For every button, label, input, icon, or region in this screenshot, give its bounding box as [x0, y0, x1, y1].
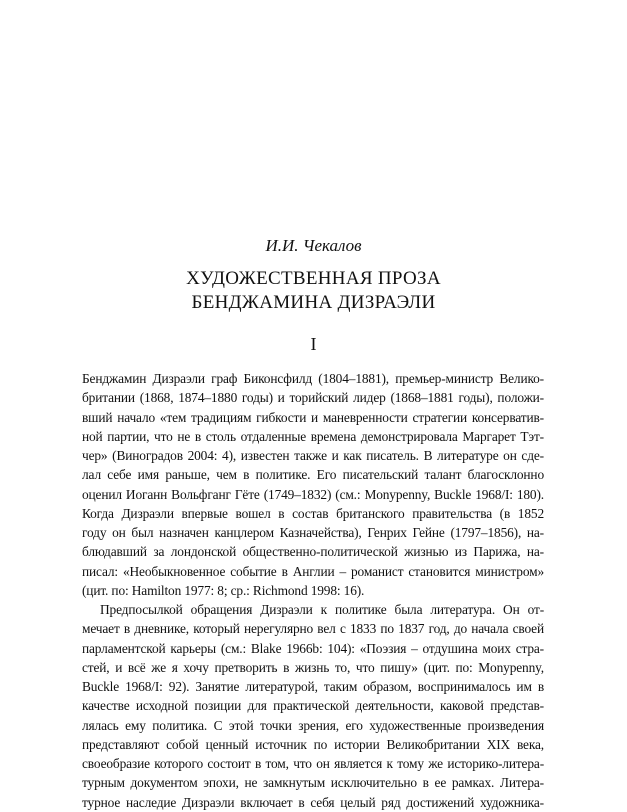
- title-line-2: БЕНДЖАМИНА ДИЗРАЭЛИ: [191, 292, 436, 313]
- text-line: году он был назначен канцлером Казначейства), Генрих Гейне (1797–1856), на-: [82, 525, 544, 540]
- text-line: оценил Иоганн Вольфганг Гёте (1749–1832) (см.: Monypenny, Buckle 1968/I: 180).: [82, 486, 544, 502]
- text-line: Бенджамин Дизраэли граф Биконсфилд (1804–1881), премьер-министр Велико-: [82, 371, 544, 386]
- title-line-1: ХУДОЖЕСТВЕННАЯ ПРОЗА: [186, 268, 441, 289]
- text-line: вший начало «тем традициям гибкости и маневренности стратегии консерватив-: [82, 409, 544, 425]
- article-title: [0, 267, 627, 315]
- text-line: лялась ему политика. С этой точки зрения, его художественные произведения: [82, 717, 544, 733]
- text-line: качестве исходной позиции для практической деятельности, каковой представ-: [82, 698, 544, 714]
- text-line: писал: «Необыкновенное событие в Англии – романист становится министром»: [82, 563, 544, 579]
- text-line: парламентской карьеры (см.: Blake 1966b: 104): «Поэзия – отдушина моих стра-: [82, 640, 544, 656]
- paragraph-1: [82, 369, 544, 600]
- text-line: представляют собой ценный источник по истории Великобритании XIX века,: [82, 736, 544, 752]
- article-body: [82, 369, 544, 812]
- text-line: чер» (Виноградов 2004: 4), известен также и как писатель. В литературе он сде-: [82, 448, 544, 463]
- text-line: Когда Дизраэли впервые вошел в состав британского правительства (в 1852: [82, 505, 544, 521]
- section-number: I: [310, 334, 317, 354]
- text-line: стей, и всё же я хочу претворить в жизнь то, что пишу» (цит. по: Monypenny,: [82, 659, 544, 675]
- text-line: британии (1868, 1874–1880 годы) и торийский лидер (1868–1881 годы), положи-: [82, 390, 544, 406]
- text-line: турное наследие Дизраэли включает в себя целый ряд достижений художника-: [82, 794, 544, 810]
- text-line: Предпосылкой обращения Дизраэли к политике была литература. Он от-: [100, 602, 544, 617]
- text-line: мечает в дневнике, который нерегулярно вел с 1833 по 1837 год, до начала своей: [82, 621, 544, 637]
- text-line: лал себе имя раньше, чем в политике. Его писательский талант благосклонно: [82, 467, 544, 483]
- text-line: блюдавший за лондонской общественно-политической жизнью из Парижа, на-: [82, 544, 544, 560]
- paragraph-2: [82, 600, 544, 812]
- text-line: своеобразие которого состоит в том, что он является к тому же историко-литера-: [82, 756, 544, 771]
- author-name: И.И. Чекалов: [265, 236, 362, 255]
- text-line: Buckle 1968/I: 92). Занятие литературой, таким образом, воспринималось им в: [82, 679, 544, 694]
- text-line: ной партии, что не в столь отдаленные времена демонстрировала Маргарет Тэт-: [82, 428, 544, 444]
- text-line: турным документом эпохи, не замкнутым исключительно в ее рамках. Литера-: [82, 775, 544, 791]
- text-line: (цит. по: Hamilton 1977: 8; ср.: Richmond 1998: 16).: [82, 582, 365, 598]
